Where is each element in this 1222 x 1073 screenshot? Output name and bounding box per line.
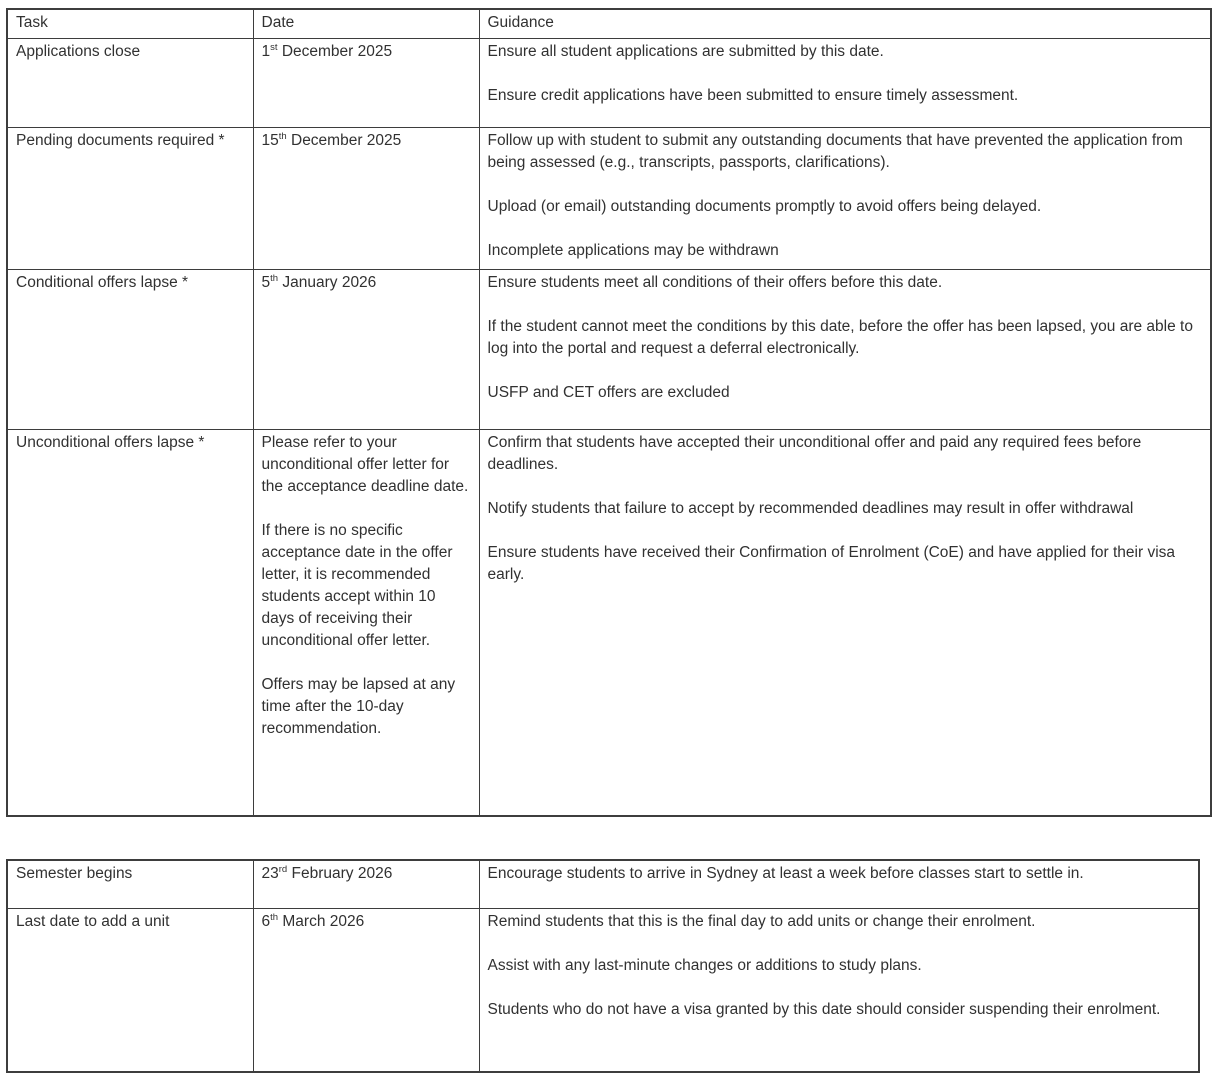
table-row: [7, 430, 1211, 816]
task-label: Last date to add a unit: [16, 913, 170, 930]
task-cell: [7, 39, 253, 128]
semester-dates-table: [6, 859, 1200, 1073]
guidance-cell: [479, 909, 1199, 1072]
guidance-paragraph: Follow up with student to submit any outstanding documents that have prevented the application from being assessed (e.g., transcripts, passports, clarifications).: [487, 132, 1183, 171]
guidance-paragraph: If the student cannot meet the conditions by this date, before the offer has been lapsed, you are able to log into the portal and request a deferral electronically.: [487, 318, 1193, 357]
date-paragraph: If there is no specific acceptance date in the offer letter, it is recommended students accept within 10 days of receiving their unconditional offer letter.: [261, 522, 453, 649]
task-cell: [7, 860, 253, 909]
ordinal-suffix: rd: [278, 863, 288, 875]
date-text: 6th March 2026: [261, 911, 365, 930]
guidance-paragraph: Ensure all student applications are submitted by this date.: [487, 43, 884, 60]
column-header-task: Task: [7, 9, 253, 39]
guidance-paragraph: Encourage students to arrive in Sydney at least a week before classes start to settle in.: [487, 864, 1084, 882]
date-text: 1st December 2025: [261, 41, 393, 60]
guidance-paragraph: Upload (or email) outstanding documents promptly to avoid offers being delayed.: [487, 198, 1042, 215]
table-row: [7, 909, 1199, 1072]
date-paragraph: Please refer to your unconditional offer letter for the acceptance deadline date.: [261, 434, 469, 495]
guidance-cell: [479, 270, 1211, 430]
guidance-cell: [479, 39, 1211, 128]
column-header-date: Date: [253, 9, 479, 39]
table-row: [7, 860, 1199, 909]
task-cell: [7, 909, 253, 1072]
task-label: Pending documents required *: [16, 132, 225, 149]
date-text: 5th January 2026: [261, 272, 377, 291]
task-label: Conditional offers lapse *: [16, 274, 189, 291]
date-cell: [253, 39, 479, 128]
task-cell: [7, 430, 253, 816]
date-paragraph: Offers may be lapsed at any time after the 10-day recommendation.: [261, 676, 456, 737]
task-cell: [7, 270, 253, 430]
guidance-cell: [479, 860, 1199, 909]
guidance-paragraph: Ensure credit applications have been submitted to ensure timely assessment.: [487, 87, 1019, 104]
date-cell: [253, 128, 479, 270]
guidance-paragraph: Assist with any last-minute changes or additions to study plans.: [487, 957, 922, 974]
table-row: [7, 39, 1211, 128]
ordinal-suffix: th: [278, 130, 287, 142]
ordinal-suffix: th: [270, 272, 279, 284]
guidance-cell: [479, 128, 1211, 270]
table-header-row: [7, 9, 1211, 39]
ordinal-suffix: st: [270, 41, 278, 53]
date-cell: [253, 270, 479, 430]
guidance-paragraph: USFP and CET offers are excluded: [487, 384, 730, 401]
guidance-cell: [479, 430, 1211, 816]
guidance-paragraph: Incomplete applications may be withdrawn: [487, 242, 779, 259]
table-row: [7, 270, 1211, 430]
task-label: Applications close: [16, 43, 141, 60]
date-text: 15th December 2025: [261, 130, 402, 149]
table-row: [7, 128, 1211, 270]
guidance-paragraph: Notify students that failure to accept by recommended deadlines may result in offer withdrawal: [487, 500, 1134, 517]
date-text: 23rd February 2026: [261, 863, 393, 882]
guidance-paragraph: Ensure students have received their Confirmation of Enrolment (CoE) and have applied for their visa early.: [487, 544, 1176, 583]
task-cell: [7, 128, 253, 270]
task-label: Semester begins: [16, 864, 133, 882]
date-cell: [253, 860, 479, 909]
column-header-guidance: Guidance: [479, 9, 1211, 39]
task-label: Unconditional offers lapse *: [16, 434, 205, 451]
date-cell: [253, 430, 479, 816]
guidance-paragraph: Ensure students meet all conditions of their offers before this date.: [487, 274, 943, 291]
guidance-paragraph: Students who do not have a visa granted by this date should consider suspending their enrolment.: [487, 1001, 1161, 1018]
guidance-paragraph: Confirm that students have accepted their unconditional offer and paid any required fees before deadlines.: [487, 434, 1142, 473]
guidance-paragraph: Remind students that this is the final day to add units or change their enrolment.: [487, 913, 1036, 930]
date-cell: [253, 909, 479, 1072]
application-deadlines-table: [6, 8, 1212, 817]
ordinal-suffix: th: [270, 911, 279, 923]
